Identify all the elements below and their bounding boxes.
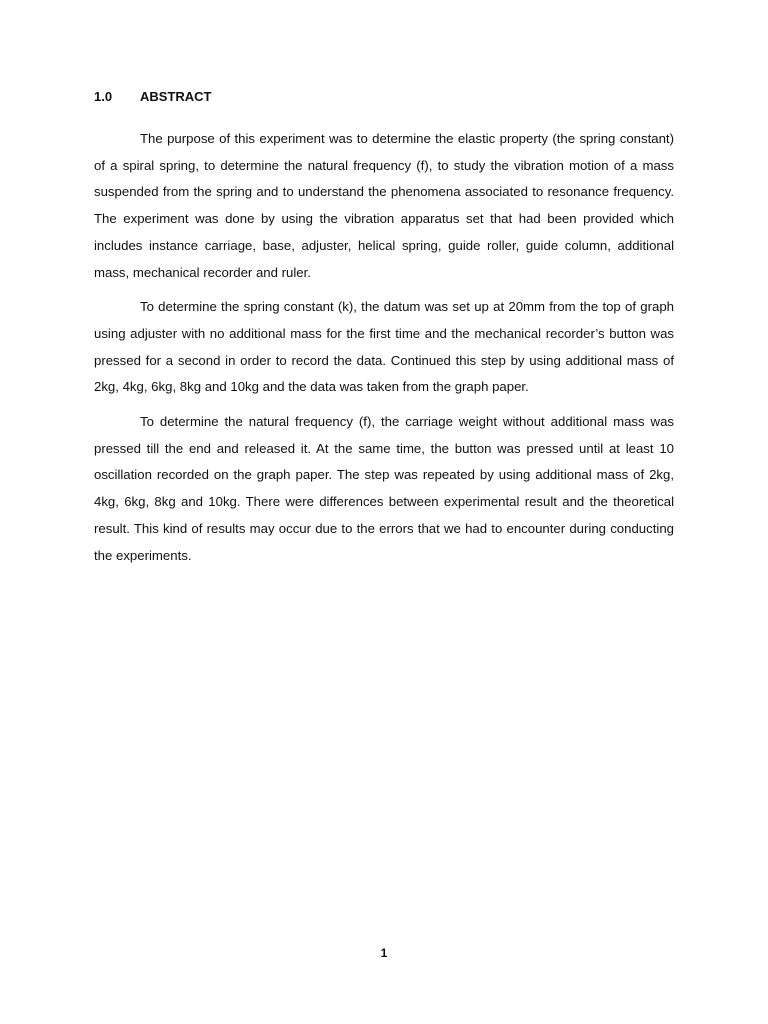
paragraph-spring-constant: To determine the spring constant (k), the datum was set up at 20mm from the top of graph using adjuster with no additional mass for the first time and the mechanical recorder’s button was pressed for a second in order to record the data. Continued this step by using additional mass of 2kg, 4kg, 6kg, 8kg and 10kg and the data was taken from the graph paper. bbox=[94, 299, 674, 395]
section-heading bbox=[94, 89, 212, 104]
paragraph-purpose: The purpose of this experiment was to determine the elastic property (the spring constant) of a spiral spring, to determine the natural frequency (f), to study the vibration motion of a mass suspended from the spring and to understand the phenomena associated to resonance frequency. The experiment was done by using the vibration apparatus set that had been provided which includes instance carriage, base, adjuster, helical spring, guide roller, guide column, additional mass, mechanical recorder and ruler. bbox=[94, 131, 674, 280]
section-number: 1.0 bbox=[94, 89, 113, 104]
abstract-body bbox=[94, 126, 674, 577]
section-title: ABSTRACT bbox=[140, 89, 212, 104]
page-number: 1 bbox=[380, 946, 388, 960]
paragraph-natural-frequency: To determine the natural frequency (f), the carriage weight without additional mass was pressed till the end and released it. At the same time, the button was pressed until at least 10 oscillation recorded on the graph paper. The step was repeated by using additional mass of 2kg, 4kg, 6kg, 8kg and 10kg. There were differences between experimental result and the theoretical result. This kind of results may occur due to the errors that we had to encounter during conducting the experiments. bbox=[94, 414, 674, 563]
